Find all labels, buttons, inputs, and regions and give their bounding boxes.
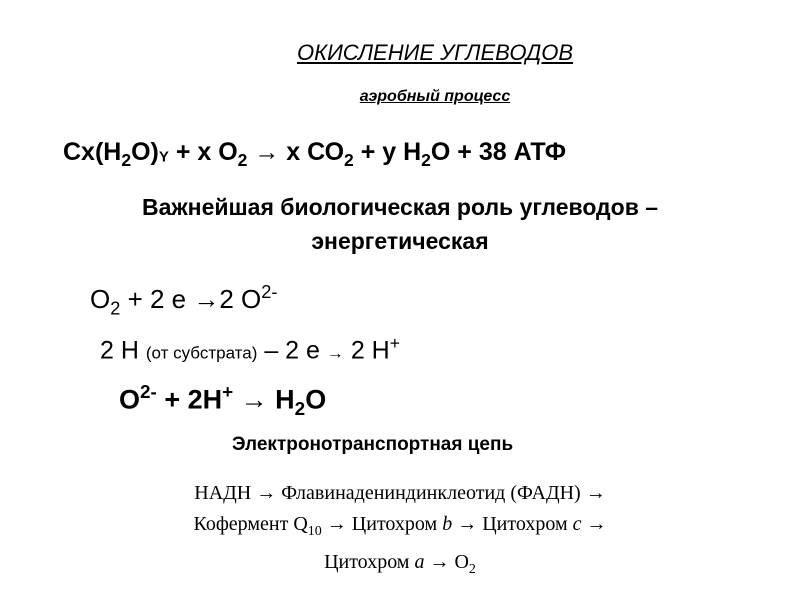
electron-transport-chain (90, 478, 710, 585)
carbohydrate-oxidation-equation: $Сх(Н_2О)Y + х$ $О_2 \to х$ $СО_2 + у$ $Н_2О + 38$ АТФ (63, 138, 567, 171)
chain-line-3: Цитохром $a \to О_2$ (324, 550, 476, 577)
water-formation-equation: $О^{2-} + 2Н^+ \to Н_2О$ (119, 382, 327, 420)
chain-line-2: Кофермент $Q_{10}$ → Цитохром b → Цитохром c → (193, 513, 607, 539)
page-title: ОКИСЛЕНИЕ УГЛЕВОДОВ (296, 40, 574, 65)
oxygen-reduction-equation: $О_2 + 2$ е →2 $О^{2-}$ (90, 282, 278, 319)
electron-transport-chain-heading: Электронотранспортная цепь (232, 434, 514, 455)
biological-role-statement: Важнейшая биологическая роль углеводов – энергетическая (141, 194, 659, 254)
hydrogen-oxidation-equation: 2 Н (от субстрата) – 2 е → 2 Н+ (100, 333, 400, 365)
page-subtitle: аэробный процесс (359, 88, 511, 105)
chain-line-1: НАДН → Флавинадениндинклеотид (ФАДН) → (194, 482, 606, 504)
